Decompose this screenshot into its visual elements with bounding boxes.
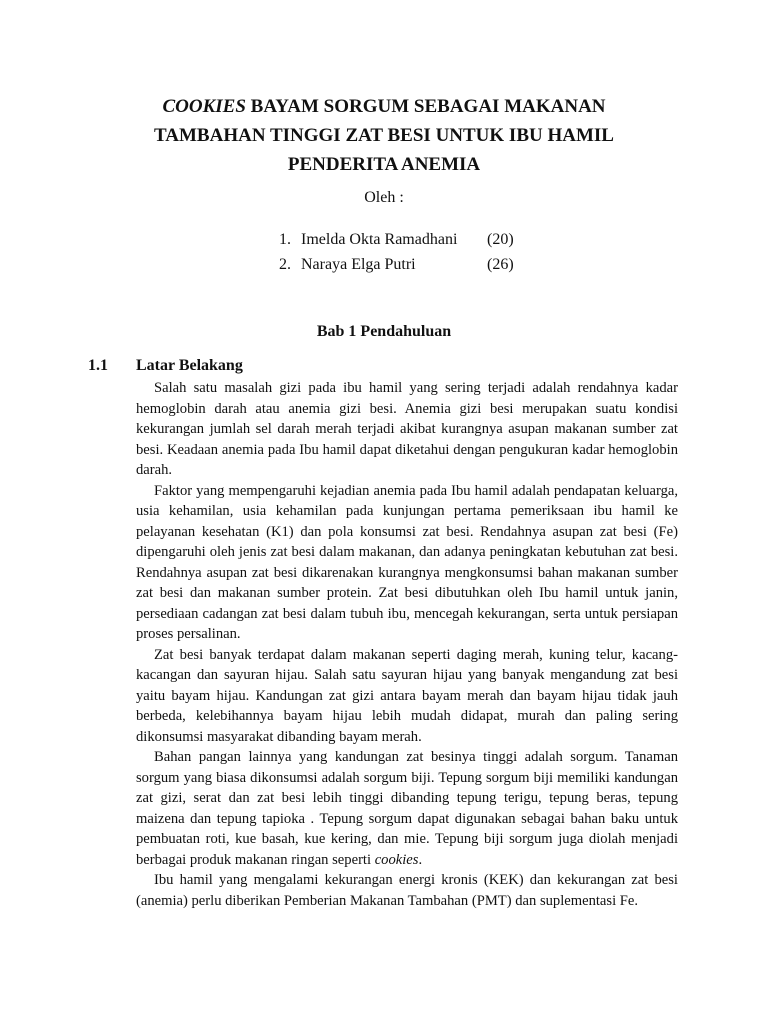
author-name: Imelda Okta Ramadhani (301, 231, 458, 248)
paragraph: Faktor yang mempengaruhi kejadian anemia pada Ibu hamil adalah pendapatan keluarga, usia kehamilan, usia kehamilan pada kunjungan pertama pemeriksaan ibu hamil ke pelayanan kesehatan (K1) dan pola konsumsi zat besi. Rendahnya asupan zat besi (Fe) dipengaruhi oleh jenis zat besi dalam makanan, dan adanya peningkatan kebutuhan zat besi. Rendahnya asupan zat besi dikarenakan kurangnya mengkonsumsi bahan makanan sumber zat besi dan makanan sumber protein. Zat besi dibutuhkan oleh Ibu hamil untuk janin, persediaan cadangan zat besi dalam tubuh ibu, mencegah kekurangan, serta untuk persiapan proses persalinan. (136, 482, 678, 642)
paragraph: Salah satu masalah gizi pada ibu hamil yang sering terjadi adalah rendahnya kadar hemoglobin darah atau anemia gizi besi. Anemia gizi besi merupakan suatu kondisi kekurangan jumlah sel darah merah terjadi akibat kurangnya asupan makanan sumber zat besi. Keadaan anemia pada Ibu hamil dapat diketahui dengan pengukuran kadar hemoglobin darah. (136, 380, 678, 478)
section-heading (88, 357, 243, 375)
title-line-1-rest: BAYAM SORGUM SEBAGAI MAKANAN (245, 96, 606, 117)
author-number: 1. (279, 231, 291, 248)
paragraph: Ibu hamil yang mengalami kekurangan energi kronis (KEK) dan kekurangan zat besi (anemia) perlu diberikan Pemberian Makanan Tambahan (PMT) dan suplementasi Fe. (136, 872, 678, 909)
section-number: 1.1 (88, 357, 108, 374)
paragraph-text: Bahan pangan lainnya yang kandungan zat besinya tinggi adalah sorgum. Tanaman sorgum yang biasa dikonsumsi adalah sorgum biji. Tepung sorgum biji memiliki kandungan zat gizi, serat dan zat besi lebih tinggi dibanding tepung terigu, tepung beras, tepung maizena dan tepung tapioka . Tepung sorgum dapat digunakan sebagai bahan baku untuk pembuatan roti, kue basah, kue kering, dan mie. Tepung biji sorgum juga diolah menjadi berbagai produk makanan ringan seperti (136, 749, 678, 868)
author-id: (26) (487, 256, 514, 273)
title-line-2: TAMBAHAN TINGGI ZAT BESI UNTUK IBU HAMIL (154, 125, 614, 146)
author-name: Naraya Elga Putri (301, 256, 416, 273)
italic-term: cookies (374, 851, 419, 868)
section-title: Latar Belakang (136, 357, 243, 374)
title-line-1 (60, 92, 708, 121)
document-title (60, 92, 708, 179)
author-id: (20) (487, 231, 514, 248)
byline: Oleh : (364, 189, 404, 206)
author-list (279, 227, 514, 277)
title-italic-word: COOKIES (162, 96, 246, 117)
author-number: 2. (279, 256, 291, 273)
paragraph: Zat besi banyak terdapat dalam makanan seperti daging merah, kuning telur, kacang-kacangan dan sayuran hijau. Salah satu sayuran hijau yang banyak mengandung zat besi yaitu bayam hijau. Kandungan zat gizi antara bayam merah dan bayam hijau tidak jauh berbeda, kelebihannya bayam hijau lebih mudah didapat, murah dan paling sering dikonsumsi masyarakat dibanding bayam merah. (136, 646, 678, 745)
paragraph (136, 747, 678, 870)
title-line-3: PENDERITA ANEMIA (287, 154, 481, 175)
chapter-heading: Bab 1 Pendahuluan (316, 323, 452, 340)
author-item (279, 252, 514, 277)
paragraph-end: . (418, 851, 423, 868)
author-item (279, 227, 514, 252)
body-text (136, 378, 678, 911)
